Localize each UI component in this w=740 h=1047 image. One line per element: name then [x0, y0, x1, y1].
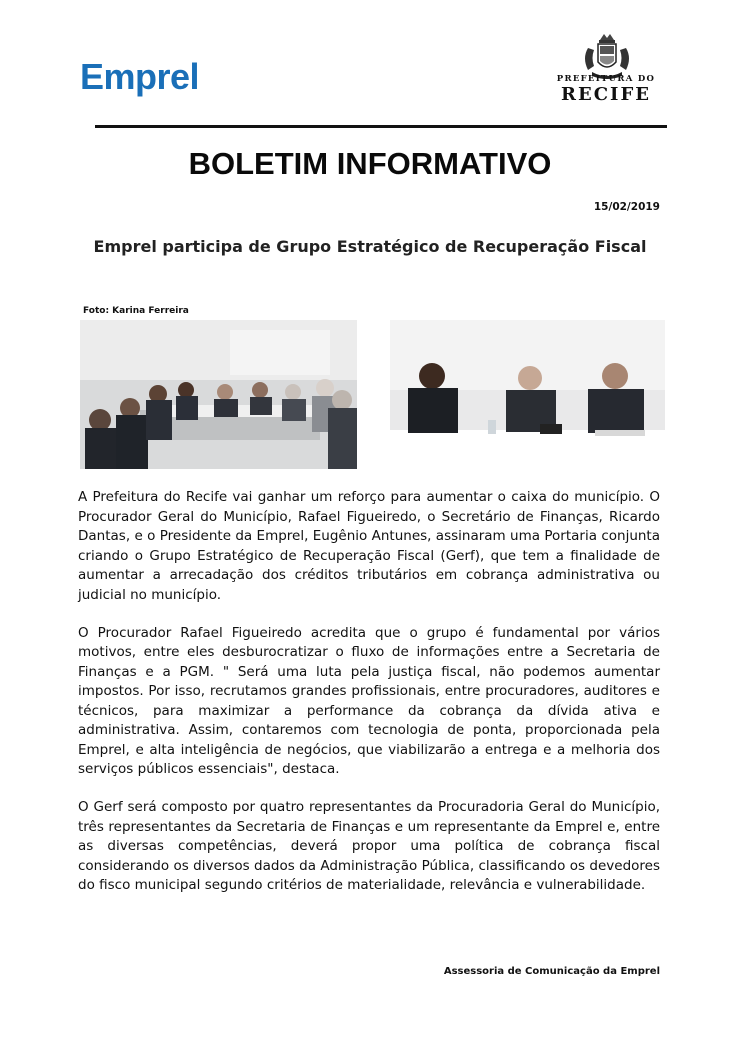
bulletin-date: 15/02/2019: [593, 201, 660, 213]
paragraph-2: O Procurador Rafael Figueiredo acredita que o grupo é fundamental por vários motivos, entre eles desburocratizar o fluxo de informações entre a Secretaria de Finanças e a PGM. " Será uma luta pela justiça fiscal, não podemos aumentar impostos. Por isso, recrutamos grandes profissionais, entre procuradores, auditores e técnicos, para maximizar a performance da cobrança da dívida ativa e administrativa. Assim, contaremos com tecnologia de ponta, proporcionada pela Emprel, e alta inteligência de negócios, que viabilizarão a entrega e a melhoria dos serviços públicos essenciais", destaca.: [78, 624, 660, 777]
signature: Assessoria de Comunicação da Emprel: [443, 966, 660, 977]
prefeitura-label-top: PREFEITURA DO: [556, 74, 656, 84]
meeting-photo-2: [390, 320, 665, 469]
paragraph-1: A Prefeitura do Recife vai ganhar um reforço para aumentar o caixa do município. O Procurador Geral do Município, Rafael Figueiredo, o Secretário de Finanças, Ricardo Dantas, e o Presidente da Emprel, Eugênio Antunes, assinaram uma Portaria conjunta criando o Grupo Estratégico de Recuperação Fiscal (Gerf), que tem a finalidade de aumentar a arrecadação dos créditos tributários em cobrança administrativa ou judicial no município.: [78, 489, 660, 603]
meeting-photo-1: [80, 320, 357, 469]
header-divider: [95, 125, 667, 128]
prefeitura-label-city: RECIFE: [561, 84, 651, 105]
emprel-logo: Emprel: [80, 56, 200, 97]
article-headline: Emprel participa de Grupo Estratégico de Recuperação Fiscal: [93, 237, 647, 256]
paragraph-3: O Gerf será composto por quatro representantes da Procuradoria Geral do Município, três representantes da Secretaria de Finanças e um representante da Emprel e, entre as diversas competências, deverá propor uma política de cobrança fiscal considerando os diversos dados da Administração Pública, classificando os devedores do fisco municipal segundo critérios de materialidade, relevância e vulnerabilidade.: [78, 799, 660, 893]
photo-credit: Foto: Karina Ferreira: [83, 306, 189, 316]
bulletin-title: BOLETIM INFORMATIVO: [188, 146, 552, 181]
article-body: [78, 488, 660, 914]
